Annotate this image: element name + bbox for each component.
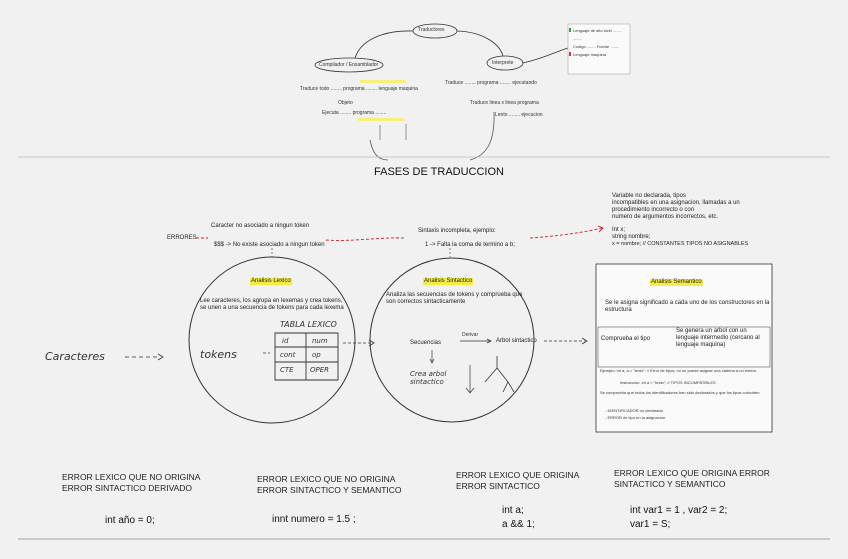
sintactico-desc: Analiza las secuencias de tokens y comprueba que son correctos sintacticamente bbox=[386, 292, 523, 305]
error-4-title: ERROR LEXICO QUE ORIGINA ERROR SINTACTICO Y SEMANTICO bbox=[614, 468, 770, 489]
semantico-ejemplo2: Instruccion: int a = "texto"; // TIPOS INCOMPATIBLES bbox=[620, 380, 716, 385]
note-line: incompatibles en una asignacion, llamadas a un bbox=[612, 200, 740, 206]
error-3-title: ERROR LEXICO QUE ORIGINA ERROR SINTACTICO bbox=[456, 470, 579, 491]
note-line: numero de argumentos incorrectos, etc. bbox=[612, 214, 719, 220]
mindmap-right-node: Interprete bbox=[492, 60, 514, 66]
caracteres-input-label: Caracteres bbox=[45, 350, 105, 363]
semantico-fin1: Se comprueba que todos los identificadores han sido declarados y que los tipos coinciden bbox=[600, 390, 760, 395]
token-cell: CTE bbox=[280, 366, 294, 374]
lexico-desc: Lee caracteres, los agrupa en lexemas y crea tokens, se unen a una secuencia de tokens para cada lexema bbox=[200, 298, 344, 311]
lexico-ejemplo-note: $$$ -> No existe asociado a ningun token bbox=[214, 242, 325, 248]
semantico-fin3: - ERROR de tipo en la asignacion bbox=[605, 415, 666, 420]
mindmap-left-note: Ejecuta ........ programa ........ bbox=[322, 110, 387, 116]
semantico-fin2: - IDENTIFICADOR no declarado bbox=[605, 408, 663, 413]
lexico-badge: Analisis Lexico bbox=[251, 278, 291, 284]
mindmap-right-note: Lento ........ ejecucion bbox=[495, 112, 543, 118]
hand-arbol-label: Crea arbol sintactico bbox=[410, 370, 447, 386]
mindmap-right-text2: Traduce linea x linea programa bbox=[470, 100, 539, 106]
error-4-code-1: int var1 = 1 , var2 = 2; bbox=[630, 505, 728, 516]
error-3-code-2: a && 1; bbox=[502, 519, 535, 530]
comprueba-label: Comprueba el tipo bbox=[601, 336, 651, 342]
note-line: Variable no declarada, tipos bbox=[612, 193, 686, 199]
token-table-title: TABLA LEXICO bbox=[280, 320, 337, 329]
errores-label: ERRORES bbox=[167, 235, 197, 241]
note-ej: x = nombre; // CONSTANTES TIPOS NO ASIGNABLES bbox=[612, 241, 749, 247]
semantico-desc: Se le asigna significado a cada uno de los constructores en la estructura bbox=[605, 300, 770, 313]
semantico-ejemplo: Ejemplo: int a; a = "texto"; // Error de tipos, no se puede asignar una cadena a un entero bbox=[600, 368, 757, 373]
sintactico-note-title: Sintaxis incompleta, ejemplo: bbox=[418, 228, 496, 234]
lexico-caracter-note: Caracter no asociado a ningun token bbox=[211, 223, 310, 229]
note-ej: string nombre; bbox=[612, 234, 651, 240]
error-4-code-2: var1 = S; bbox=[630, 519, 671, 530]
page-title: FASES DE TRADUCCION bbox=[374, 166, 504, 178]
sintactico-badge: Analisis Sintactico bbox=[424, 278, 473, 284]
token-cell: OPER bbox=[310, 366, 330, 374]
token-cell: num bbox=[312, 337, 328, 345]
secuencias-label: Secuencias bbox=[410, 340, 442, 346]
error-2-title: ERROR LEXICO QUE NO ORIGINA ERROR SINTACTICO Y SEMANTICO bbox=[257, 474, 402, 495]
sintactico-note-item: 1 -> Falta la coma de termino a b; bbox=[425, 242, 515, 248]
error-2-code: innt numero = 1.5 ; bbox=[272, 514, 356, 525]
note-line: procedimiento incorrecto o con bbox=[612, 207, 695, 213]
token-cell: cont bbox=[280, 351, 296, 359]
tokens-label: tokens bbox=[200, 348, 237, 361]
token-cell: op bbox=[312, 351, 321, 359]
mindmap-left-node: Compilador / Ensamblador bbox=[319, 62, 379, 68]
mindmap-center: Traductores bbox=[418, 27, 445, 33]
semantico-badge: Analisis Semantico bbox=[651, 279, 702, 285]
derivar-label: Derivar bbox=[462, 332, 479, 338]
highlight-mark-2 bbox=[358, 118, 404, 121]
arbol-sintactico-label: Arbol sintactico bbox=[496, 338, 537, 344]
note-ej: Int x; bbox=[612, 227, 626, 233]
semantico-note bbox=[612, 193, 762, 248]
error-1-code: int año = 0; bbox=[105, 515, 155, 526]
box-line: Lenguaje de alto nivel ........ bbox=[573, 28, 622, 33]
error-3-code-1: int a; bbox=[502, 505, 524, 516]
mindmap-box bbox=[573, 27, 629, 59]
highlight-mark bbox=[360, 80, 406, 83]
box-line: Lenguaje maquina bbox=[573, 52, 606, 57]
box-line: ........ bbox=[573, 36, 582, 41]
token-cell: id bbox=[282, 337, 289, 345]
box-line: Codigo ........ Fuente ........ bbox=[573, 44, 620, 49]
error-1-title: ERROR LEXICO QUE NO ORIGINA ERROR SINTACTICO DERIVADO bbox=[62, 472, 200, 493]
mindmap-left-text: Traduce todo ........ programa ........ lenguaje maquina bbox=[300, 86, 418, 92]
mindmap-right-text: Traduce ........ programa ........ ejecutando bbox=[445, 80, 537, 86]
mindmap-left-text2: Objeto bbox=[338, 100, 353, 106]
genera-label: Se genera un arbol con un lenguaje intermedio (cercano al lenguaje maquina) bbox=[676, 328, 760, 348]
